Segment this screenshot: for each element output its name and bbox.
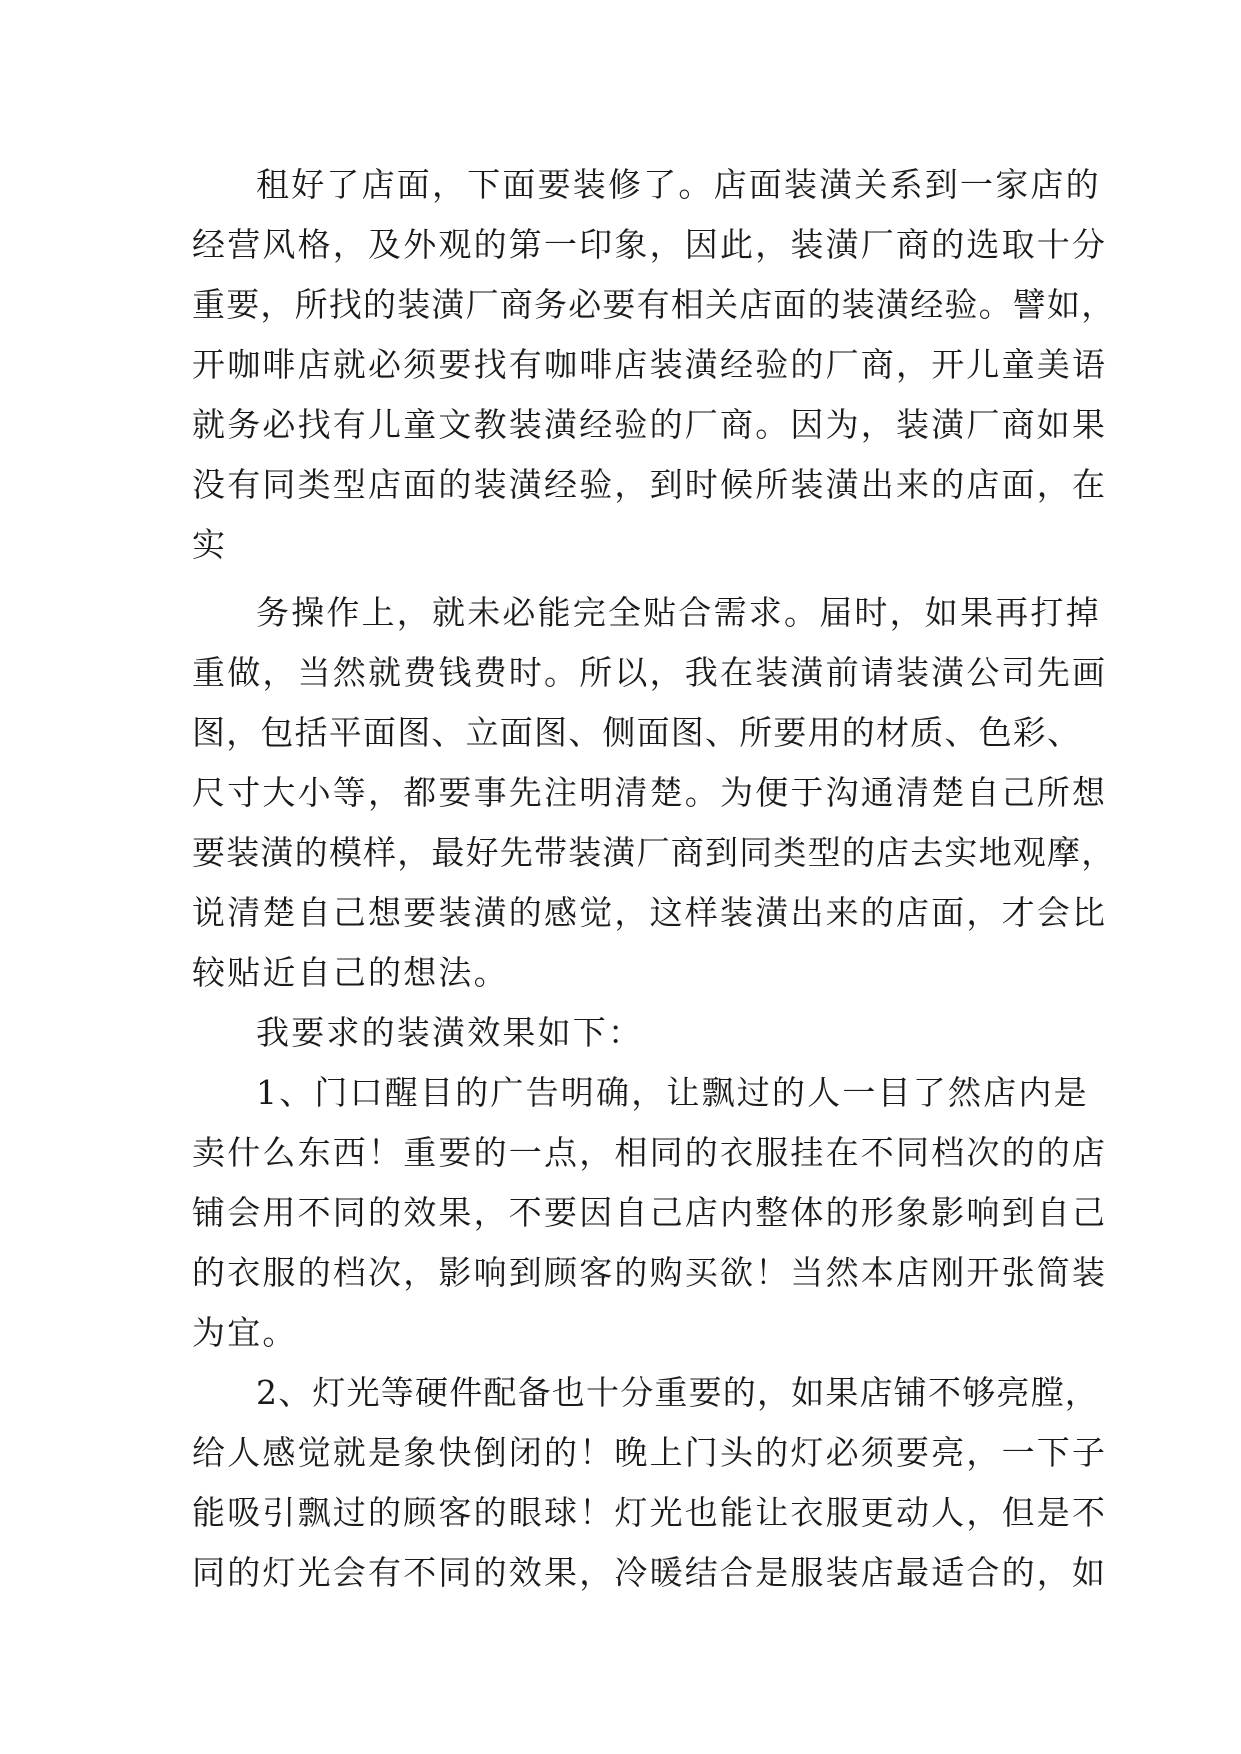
text-line: 租好了店面，下面要装修了。店面装潢关系到一家店的 — [256, 165, 1101, 204]
text-line: 为宜。 — [192, 1313, 298, 1352]
text-line: 开咖啡店就必须要找有咖啡店装潢经验的厂商，开儿童美语 — [192, 345, 1108, 384]
text-line: 我要求的装潢效果如下： — [256, 1013, 644, 1052]
text-line: 务操作上，就未必能完全贴合需求。届时，如果再打掉 — [256, 593, 1101, 632]
text-line: 较贴近自己的想法。 — [192, 953, 509, 992]
text-line: 要装潢的模样，最好先带装潢厂商到同类型的店去实地观摩， — [192, 833, 1116, 872]
text-line: 经营风格，及外观的第一印象，因此，装潢厂商的选取十分 — [192, 225, 1108, 264]
text-line: 1、门口醒目的广告明确，让飘过的人一目了然店内是 — [256, 1073, 1089, 1112]
document-body — [192, 155, 1116, 1603]
text-line: 就务必找有儿童文教装潢经验的厂商。因为，装潢厂商如果 — [192, 405, 1108, 444]
text-line: 实 — [192, 525, 228, 564]
paragraph — [192, 583, 1116, 1003]
text-line: 说清楚自己想要装潢的感觉，这样装潢出来的店面，才会比 — [192, 893, 1108, 932]
text-line: 2、灯光等硬件配备也十分重要的，如果店铺不够亮膛， — [256, 1373, 1099, 1412]
text-line: 给人感觉就是象快倒闭的！晚上门头的灯必须要亮，一下子 — [192, 1433, 1108, 1472]
text-line: 同的灯光会有不同的效果，冷暖结合是服装店最适合的，如 — [192, 1553, 1108, 1592]
paragraph — [192, 1363, 1108, 1603]
text-line: 重要，所找的装潢厂商务必要有相关店面的装潢经验。譬如， — [192, 285, 1116, 324]
text-line: 图，包括平面图、立面图、侧面图、所要用的材质、色彩、 — [192, 713, 1082, 752]
text-line: 铺会用不同的效果，不要因自己店内整体的形象影响到自己 — [192, 1193, 1108, 1232]
text-line: 重做，当然就费钱费时。所以，我在装潢前请装潢公司先画 — [192, 653, 1108, 692]
paragraph — [192, 1063, 1108, 1363]
paragraph — [192, 1003, 1052, 1063]
text-line: 卖什么东西！重要的一点，相同的衣服挂在不同档次的的店 — [192, 1133, 1108, 1172]
text-line: 没有同类型店面的装潢经验，到时候所装潢出来的店面，在 — [192, 465, 1108, 504]
text-line: 尺寸大小等，都要事先注明清楚。为便于沟通清楚自己所想 — [192, 773, 1108, 812]
paragraph — [192, 155, 1116, 575]
text-line: 能吸引飘过的顾客的眼球！灯光也能让衣服更动人，但是不 — [192, 1493, 1108, 1532]
text-line: 的衣服的档次，影响到顾客的购买欲！当然本店刚开张简装 — [192, 1253, 1108, 1292]
